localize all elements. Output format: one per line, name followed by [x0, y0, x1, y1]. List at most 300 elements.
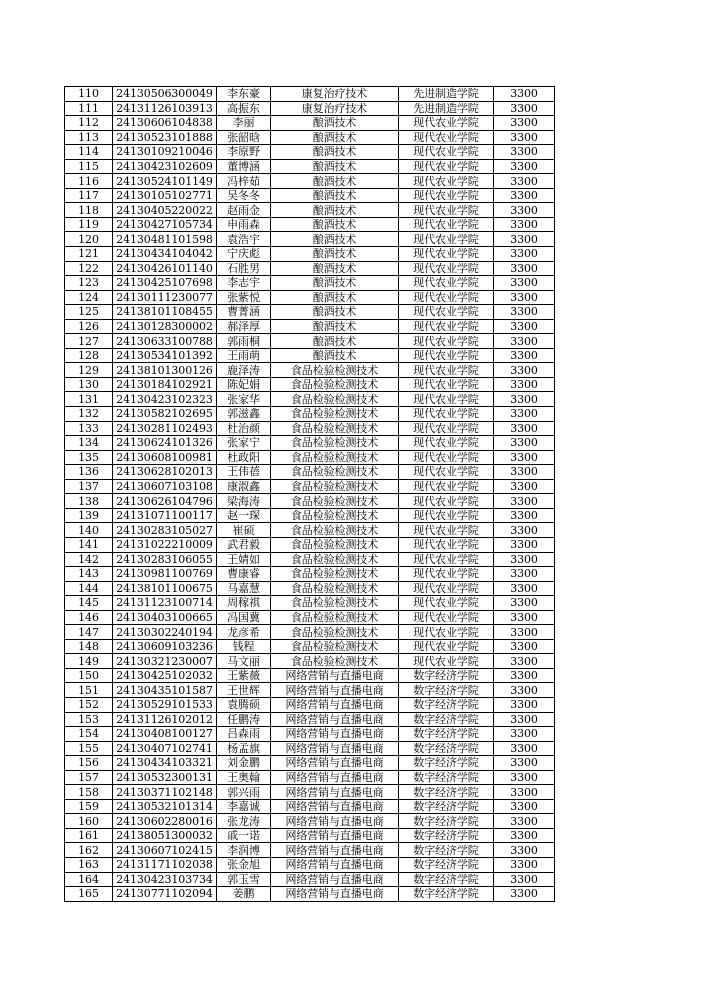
table-row [65, 523, 555, 538]
amount-cell: 3300 [494, 508, 555, 523]
row-number-cell: 144 [65, 581, 113, 596]
table-row [65, 581, 555, 596]
id-number-cell: 24130582102695 [113, 407, 217, 422]
amount-cell: 3300 [494, 712, 555, 727]
id-number-cell: 24130128300002 [113, 319, 217, 334]
amount-cell: 3300 [494, 363, 555, 378]
table-row [65, 305, 555, 320]
major-cell: 食品检验检测技术 [271, 494, 399, 509]
amount-cell: 3300 [494, 683, 555, 698]
amount-cell: 3300 [494, 479, 555, 494]
name-cell: 曹菁涵 [217, 305, 271, 320]
row-number-cell: 137 [65, 479, 113, 494]
amount-cell: 3300 [494, 217, 555, 232]
id-number-cell: 24130425102032 [113, 668, 217, 683]
id-number-cell: 24130425107698 [113, 276, 217, 291]
id-number-cell: 24130111230077 [113, 290, 217, 305]
name-cell: 王婧如 [217, 552, 271, 567]
name-cell: 高振东 [217, 101, 271, 116]
name-cell: 李志宇 [217, 276, 271, 291]
table-row [65, 145, 555, 160]
college-cell: 现代农业学院 [399, 392, 494, 407]
row-number-cell: 145 [65, 596, 113, 611]
amount-cell: 3300 [494, 625, 555, 640]
id-number-cell: 24130523101888 [113, 130, 217, 145]
id-number-cell: 24130524101149 [113, 174, 217, 189]
amount-cell: 3300 [494, 334, 555, 349]
row-number-cell: 125 [65, 305, 113, 320]
college-cell: 现代农业学院 [399, 508, 494, 523]
amount-cell: 3300 [494, 741, 555, 756]
college-cell: 数字经济学院 [399, 727, 494, 742]
id-number-cell: 24131123100714 [113, 596, 217, 611]
amount-cell: 3300 [494, 130, 555, 145]
major-cell: 康复治疗技术 [271, 87, 399, 102]
major-cell: 网络营销与直播电商 [271, 727, 399, 742]
amount-cell: 3300 [494, 261, 555, 276]
row-number-cell: 162 [65, 843, 113, 858]
amount-cell: 3300 [494, 232, 555, 247]
id-number-cell: 24138051300032 [113, 828, 217, 843]
id-number-cell: 24130628102013 [113, 465, 217, 480]
college-cell: 现代农业学院 [399, 130, 494, 145]
table-row [65, 552, 555, 567]
row-number-cell: 147 [65, 625, 113, 640]
table-row [65, 436, 555, 451]
amount-cell: 3300 [494, 639, 555, 654]
name-cell: 任鹏涛 [217, 712, 271, 727]
row-number-cell: 111 [65, 101, 113, 116]
name-cell: 赵雨金 [217, 203, 271, 218]
row-number-cell: 143 [65, 567, 113, 582]
row-number-cell: 138 [65, 494, 113, 509]
name-cell: 吕森雨 [217, 727, 271, 742]
name-cell: 马文丽 [217, 654, 271, 669]
row-number-cell: 149 [65, 654, 113, 669]
major-cell: 食品检验检测技术 [271, 639, 399, 654]
row-number-cell: 126 [65, 319, 113, 334]
college-cell: 数字经济学院 [399, 887, 494, 902]
name-cell: 戚一诺 [217, 828, 271, 843]
college-cell: 现代农业学院 [399, 654, 494, 669]
table-row [65, 799, 555, 814]
table-row [65, 727, 555, 742]
row-number-cell: 112 [65, 116, 113, 131]
table-row [65, 683, 555, 698]
amount-cell: 3300 [494, 188, 555, 203]
id-number-cell: 24130423103734 [113, 872, 217, 887]
table-row [65, 494, 555, 509]
row-number-cell: 123 [65, 276, 113, 291]
id-number-cell: 24130771102094 [113, 887, 217, 902]
major-cell: 酿酒技术 [271, 334, 399, 349]
table-row [65, 843, 555, 858]
id-number-cell: 24130371102148 [113, 785, 217, 800]
row-number-cell: 119 [65, 217, 113, 232]
college-cell: 先进制造学院 [399, 101, 494, 116]
amount-cell: 3300 [494, 174, 555, 189]
amount-cell: 3300 [494, 305, 555, 320]
id-number-cell: 24130534101392 [113, 348, 217, 363]
amount-cell: 3300 [494, 494, 555, 509]
table-row [65, 756, 555, 771]
id-number-cell: 24130405220022 [113, 203, 217, 218]
name-cell: 吴冬冬 [217, 188, 271, 203]
id-number-cell: 24130321230007 [113, 654, 217, 669]
amount-cell: 3300 [494, 785, 555, 800]
college-cell: 现代农业学院 [399, 421, 494, 436]
major-cell: 网络营销与直播电商 [271, 887, 399, 902]
id-number-cell: 24131022210009 [113, 537, 217, 552]
table-row [65, 130, 555, 145]
name-cell: 陈妃娟 [217, 377, 271, 392]
id-number-cell: 24130608100981 [113, 450, 217, 465]
amount-cell: 3300 [494, 101, 555, 116]
table-row [65, 174, 555, 189]
row-number-cell: 122 [65, 261, 113, 276]
table-row [65, 159, 555, 174]
id-number-cell: 24130283106055 [113, 552, 217, 567]
row-number-cell: 164 [65, 872, 113, 887]
row-number-cell: 127 [65, 334, 113, 349]
amount-cell: 3300 [494, 276, 555, 291]
major-cell: 网络营销与直播电商 [271, 843, 399, 858]
table-row [65, 872, 555, 887]
major-cell: 食品检验检测技术 [271, 610, 399, 625]
college-cell: 现代农业学院 [399, 436, 494, 451]
college-cell: 现代农业学院 [399, 377, 494, 392]
id-number-cell: 24130981100769 [113, 567, 217, 582]
college-cell: 现代农业学院 [399, 217, 494, 232]
major-cell: 酿酒技术 [271, 232, 399, 247]
major-cell: 网络营销与直播电商 [271, 785, 399, 800]
row-number-cell: 110 [65, 87, 113, 102]
college-cell: 现代农业学院 [399, 145, 494, 160]
name-cell: 张紫悦 [217, 290, 271, 305]
major-cell: 网络营销与直播电商 [271, 756, 399, 771]
major-cell: 网络营销与直播电商 [271, 799, 399, 814]
amount-cell: 3300 [494, 654, 555, 669]
id-number-cell: 24130529101533 [113, 697, 217, 712]
name-cell: 姜鹏 [217, 887, 271, 902]
college-cell: 现代农业学院 [399, 247, 494, 262]
id-number-cell: 24131171102038 [113, 857, 217, 872]
amount-cell: 3300 [494, 247, 555, 262]
amount-cell: 3300 [494, 436, 555, 451]
college-cell: 数字经济学院 [399, 857, 494, 872]
college-cell: 现代农业学院 [399, 639, 494, 654]
id-number-cell: 24130506300049 [113, 87, 217, 102]
major-cell: 酿酒技术 [271, 203, 399, 218]
major-cell: 食品检验检测技术 [271, 508, 399, 523]
name-cell: 赵一琛 [217, 508, 271, 523]
name-cell: 袁腾硕 [217, 697, 271, 712]
major-cell: 食品检验检测技术 [271, 654, 399, 669]
row-number-cell: 134 [65, 436, 113, 451]
name-cell: 宁庆彪 [217, 247, 271, 262]
college-cell: 现代农业学院 [399, 261, 494, 276]
name-cell: 郭玉雪 [217, 872, 271, 887]
major-cell: 食品检验检测技术 [271, 523, 399, 538]
name-cell: 张金旭 [217, 857, 271, 872]
amount-cell: 3300 [494, 552, 555, 567]
major-cell: 酿酒技术 [271, 247, 399, 262]
name-cell: 冯国冀 [217, 610, 271, 625]
name-cell: 袁浩宇 [217, 232, 271, 247]
amount-cell: 3300 [494, 814, 555, 829]
table-row [65, 479, 555, 494]
row-number-cell: 154 [65, 727, 113, 742]
id-number-cell: 24130408100127 [113, 727, 217, 742]
name-cell: 杜治颜 [217, 421, 271, 436]
major-cell: 食品检验检测技术 [271, 392, 399, 407]
college-cell: 现代农业学院 [399, 465, 494, 480]
name-cell: 钱程 [217, 639, 271, 654]
name-cell: 王伟蓓 [217, 465, 271, 480]
amount-cell: 3300 [494, 145, 555, 160]
major-cell: 食品检验检测技术 [271, 450, 399, 465]
table-row [65, 247, 555, 262]
amount-cell: 3300 [494, 319, 555, 334]
id-number-cell: 24130607102415 [113, 843, 217, 858]
row-number-cell: 139 [65, 508, 113, 523]
id-number-cell: 24130606104838 [113, 116, 217, 131]
id-number-cell: 24130427105734 [113, 217, 217, 232]
amount-cell: 3300 [494, 610, 555, 625]
college-cell: 数字经济学院 [399, 683, 494, 698]
major-cell: 食品检验检测技术 [271, 581, 399, 596]
id-number-cell: 24130609103236 [113, 639, 217, 654]
name-cell: 郝泽厚 [217, 319, 271, 334]
amount-cell: 3300 [494, 290, 555, 305]
row-number-cell: 131 [65, 392, 113, 407]
major-cell: 食品检验检测技术 [271, 479, 399, 494]
id-number-cell: 24131126102012 [113, 712, 217, 727]
amount-cell: 3300 [494, 828, 555, 843]
amount-cell: 3300 [494, 421, 555, 436]
table-row [65, 596, 555, 611]
name-cell: 杨孟旗 [217, 741, 271, 756]
name-cell: 康淑鑫 [217, 479, 271, 494]
amount-cell: 3300 [494, 159, 555, 174]
college-cell: 数字经济学院 [399, 785, 494, 800]
row-number-cell: 135 [65, 450, 113, 465]
major-cell: 食品检验检测技术 [271, 596, 399, 611]
table-row [65, 348, 555, 363]
row-number-cell: 115 [65, 159, 113, 174]
id-number-cell: 24130532101314 [113, 799, 217, 814]
amount-cell: 3300 [494, 203, 555, 218]
amount-cell: 3300 [494, 756, 555, 771]
major-cell: 酿酒技术 [271, 319, 399, 334]
college-cell: 现代农业学院 [399, 363, 494, 378]
college-cell: 数字经济学院 [399, 668, 494, 683]
row-number-cell: 136 [65, 465, 113, 480]
college-cell: 现代农业学院 [399, 610, 494, 625]
major-cell: 酿酒技术 [271, 348, 399, 363]
major-cell: 网络营销与直播电商 [271, 872, 399, 887]
row-number-cell: 165 [65, 887, 113, 902]
table-row [65, 188, 555, 203]
data-table [64, 86, 555, 902]
major-cell: 食品检验检测技术 [271, 363, 399, 378]
college-cell: 现代农业学院 [399, 203, 494, 218]
row-number-cell: 129 [65, 363, 113, 378]
row-number-cell: 132 [65, 407, 113, 422]
major-cell: 食品检验检测技术 [271, 407, 399, 422]
name-cell: 董博涵 [217, 159, 271, 174]
college-cell: 先进制造学院 [399, 87, 494, 102]
name-cell: 郭雨桐 [217, 334, 271, 349]
table-row [65, 610, 555, 625]
table-row [65, 770, 555, 785]
name-cell: 梁海涛 [217, 494, 271, 509]
id-number-cell: 24130434104042 [113, 247, 217, 262]
row-number-cell: 142 [65, 552, 113, 567]
major-cell: 酿酒技术 [271, 217, 399, 232]
row-number-cell: 156 [65, 756, 113, 771]
row-number-cell: 114 [65, 145, 113, 160]
college-cell: 现代农业学院 [399, 552, 494, 567]
name-cell: 郭兴雨 [217, 785, 271, 800]
major-cell: 食品检验检测技术 [271, 421, 399, 436]
major-cell: 网络营销与直播电商 [271, 712, 399, 727]
id-number-cell: 24130302240194 [113, 625, 217, 640]
major-cell: 网络营销与直播电商 [271, 741, 399, 756]
name-cell: 张家宁 [217, 436, 271, 451]
name-cell: 刘金鹏 [217, 756, 271, 771]
table-row [65, 639, 555, 654]
major-cell: 网络营销与直播电商 [271, 668, 399, 683]
major-cell: 食品检验检测技术 [271, 377, 399, 392]
college-cell: 现代农业学院 [399, 276, 494, 291]
major-cell: 网络营销与直播电商 [271, 683, 399, 698]
id-number-cell: 24130281102493 [113, 421, 217, 436]
table-row [65, 319, 555, 334]
table-row [65, 334, 555, 349]
amount-cell: 3300 [494, 377, 555, 392]
amount-cell: 3300 [494, 727, 555, 742]
row-number-cell: 133 [65, 421, 113, 436]
major-cell: 网络营销与直播电商 [271, 828, 399, 843]
college-cell: 现代农业学院 [399, 523, 494, 538]
major-cell: 食品检验检测技术 [271, 625, 399, 640]
college-cell: 现代农业学院 [399, 232, 494, 247]
name-cell: 鹿泽涛 [217, 363, 271, 378]
amount-cell: 3300 [494, 770, 555, 785]
major-cell: 酿酒技术 [271, 305, 399, 320]
college-cell: 数字经济学院 [399, 712, 494, 727]
id-number-cell: 24130423102609 [113, 159, 217, 174]
id-number-cell: 24130624101326 [113, 436, 217, 451]
amount-cell: 3300 [494, 567, 555, 582]
table-body [65, 87, 555, 902]
id-number-cell: 24130184102921 [113, 377, 217, 392]
row-number-cell: 128 [65, 348, 113, 363]
table-row [65, 290, 555, 305]
row-number-cell: 116 [65, 174, 113, 189]
id-number-cell: 24130633100788 [113, 334, 217, 349]
row-number-cell: 161 [65, 828, 113, 843]
table-row [65, 887, 555, 902]
id-number-cell: 24130481101598 [113, 232, 217, 247]
amount-cell: 3300 [494, 668, 555, 683]
name-cell: 石胜男 [217, 261, 271, 276]
table-row [65, 465, 555, 480]
table-row [65, 828, 555, 843]
college-cell: 现代农业学院 [399, 319, 494, 334]
amount-cell: 3300 [494, 581, 555, 596]
table-row [65, 625, 555, 640]
name-cell: 王世辉 [217, 683, 271, 698]
name-cell: 李丽 [217, 116, 271, 131]
major-cell: 网络营销与直播电商 [271, 857, 399, 872]
college-cell: 现代农业学院 [399, 567, 494, 582]
name-cell: 李润博 [217, 843, 271, 858]
amount-cell: 3300 [494, 392, 555, 407]
table-row [65, 116, 555, 131]
table-row [65, 421, 555, 436]
id-number-cell: 24130109210046 [113, 145, 217, 160]
table-row [65, 712, 555, 727]
id-number-cell: 24130626104796 [113, 494, 217, 509]
name-cell: 杜政阳 [217, 450, 271, 465]
row-number-cell: 120 [65, 232, 113, 247]
name-cell: 郭滋鑫 [217, 407, 271, 422]
table-row [65, 87, 555, 102]
college-cell: 现代农业学院 [399, 537, 494, 552]
college-cell: 现代农业学院 [399, 334, 494, 349]
row-number-cell: 146 [65, 610, 113, 625]
major-cell: 食品检验检测技术 [271, 465, 399, 480]
college-cell: 现代农业学院 [399, 348, 494, 363]
table-row [65, 101, 555, 116]
table-row [65, 407, 555, 422]
college-cell: 现代农业学院 [399, 116, 494, 131]
row-number-cell: 163 [65, 857, 113, 872]
major-cell: 食品检验检测技术 [271, 436, 399, 451]
row-number-cell: 155 [65, 741, 113, 756]
name-cell: 张家华 [217, 392, 271, 407]
row-number-cell: 160 [65, 814, 113, 829]
major-cell: 网络营销与直播电商 [271, 770, 399, 785]
table-row [65, 814, 555, 829]
name-cell: 龙彦希 [217, 625, 271, 640]
college-cell: 数字经济学院 [399, 770, 494, 785]
major-cell: 酿酒技术 [271, 116, 399, 131]
row-number-cell: 124 [65, 290, 113, 305]
row-number-cell: 113 [65, 130, 113, 145]
college-cell: 现代农业学院 [399, 174, 494, 189]
id-number-cell: 24138101100675 [113, 581, 217, 596]
table-row [65, 232, 555, 247]
id-number-cell: 24138101108455 [113, 305, 217, 320]
id-number-cell: 24130434103321 [113, 756, 217, 771]
row-number-cell: 158 [65, 785, 113, 800]
name-cell: 张韶晗 [217, 130, 271, 145]
college-cell: 现代农业学院 [399, 188, 494, 203]
college-cell: 现代农业学院 [399, 450, 494, 465]
name-cell: 李东豪 [217, 87, 271, 102]
college-cell: 现代农业学院 [399, 290, 494, 305]
major-cell: 康复治疗技术 [271, 101, 399, 116]
major-cell: 食品检验检测技术 [271, 567, 399, 582]
major-cell: 食品检验检测技术 [271, 537, 399, 552]
amount-cell: 3300 [494, 116, 555, 131]
major-cell: 酿酒技术 [271, 174, 399, 189]
id-number-cell: 24130602280016 [113, 814, 217, 829]
name-cell: 曹康睿 [217, 567, 271, 582]
